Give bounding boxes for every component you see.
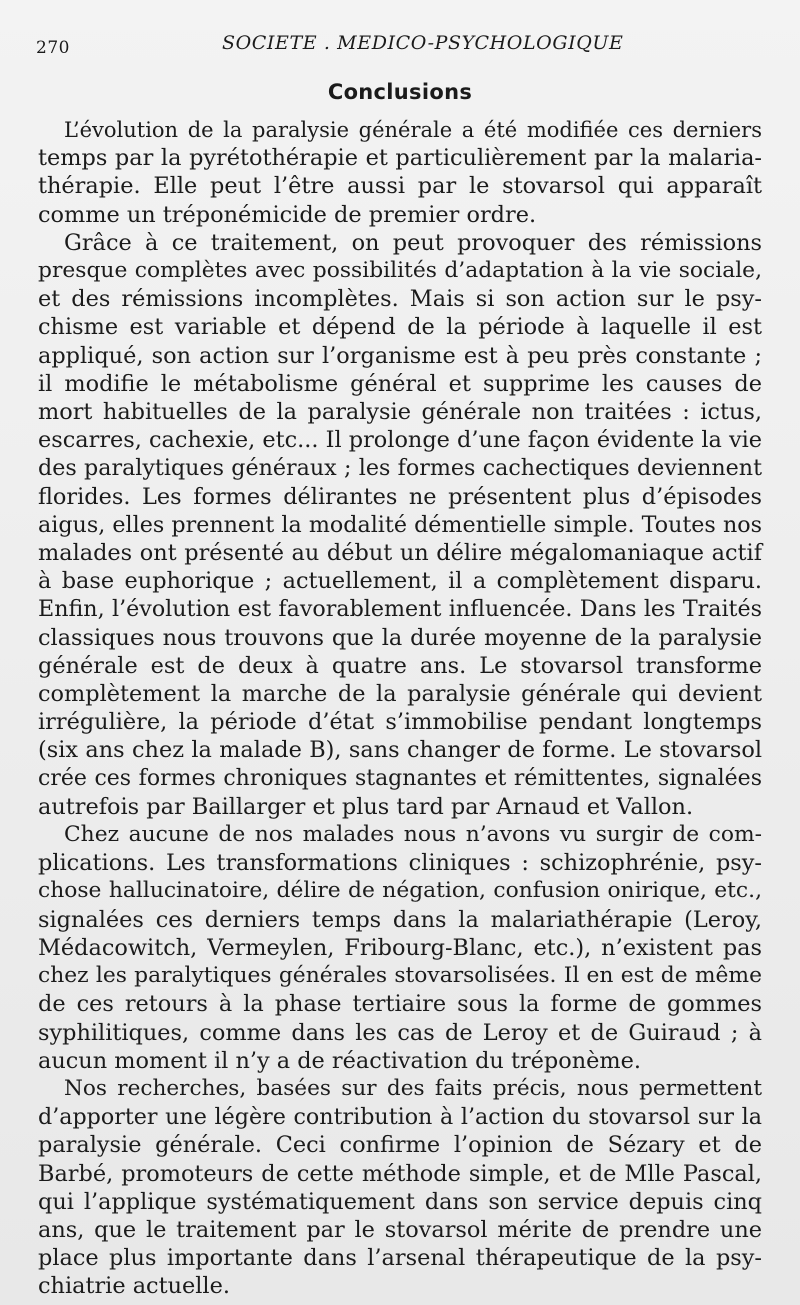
text-line: complètement la marche de la paralysie générale qui devient (38, 681, 762, 708)
text-line: syphilitiques, comme dans les cas de Leroy et de Guiraud ; à (38, 1019, 762, 1046)
text-line: ans, que le traitement par le stovarsol mérite de prendre une (38, 1216, 762, 1243)
text-line: à base euphorique ; actuellement, il a complètement disparu. (38, 568, 762, 595)
text-line: chose hallucinatoire, délire de négation, confusion onirique, etc., (38, 878, 762, 904)
text-line: presque complètes avec possibilités d’adaptation à la vie sociale, (38, 258, 762, 284)
text-line: irrégulière, la période d’état s’immobilise pendant longtemps (38, 709, 762, 736)
text-line: thérapie. Elle peut l’être aussi par le stovarsol qui apparaît (38, 173, 762, 200)
text-line: mort habituelles de la paralysie générale non traitées : ictus, (38, 399, 762, 426)
text-line: et des rémissions incomplètes. Mais si son action sur le psy- (38, 286, 762, 313)
text-line: Médacowitch, Vermeylen, Fribourg-Blanc, etc.), n’existent pas (38, 934, 762, 961)
text-line: temps par la pyrétothérapie et particulièrement par la malaria- (38, 145, 762, 172)
text-line: classiques nous trouvons que la durée moyenne de la paralysie (38, 624, 762, 651)
text-line: escarres, cachexie, etc... Il prolonge d’une façon évidente la vie (38, 427, 763, 454)
text-line: aigus, elles prennent la modalité démentielle simple. Toutes nos (38, 511, 762, 538)
text-line: il modifie le métabolisme général et supprime les causes de (38, 370, 762, 397)
text-line: aucun moment il n’y a de réactivation du tréponème. (38, 1047, 641, 1074)
text-line: plications. Les transformations cliniques : schizophrénie, psy- (38, 850, 762, 877)
text-line: crée ces formes chroniques stagnantes et rémittentes, signalées (38, 765, 762, 791)
body-text (38, 116, 762, 1301)
text-line: malades ont présenté au début un délire mégalomaniaque actif (38, 540, 762, 567)
text-line: (six ans chez la malade B), sans changer de forme. Le stovarsol (38, 737, 762, 764)
text-line: Grâce à ce traitement, on peut provoquer des rémissions (64, 229, 762, 256)
text-line: place plus importante dans l’arsenal thérapeutique de la psy- (38, 1245, 762, 1272)
text-line: Barbé, promoteurs de cette méthode simple, et de Mlle Pascal, (38, 1160, 762, 1187)
paragraph (38, 1075, 762, 1301)
text-line: de ces retours à la phase tertiaire sous la forme de gommes (38, 991, 762, 1018)
paragraph (38, 229, 762, 821)
text-line: signalées ces derniers temps dans la malariathérapie (Leroy, (38, 906, 762, 933)
text-line: des paralytiques généraux ; les formes cachectiques deviennent (38, 455, 762, 482)
page-number: 270 (36, 38, 70, 58)
text-line: L’évolution de la paralysie générale a été modifiée ces derniers (64, 118, 762, 142)
text-line: qui l’applique systématiquement dans son service depuis cinq (38, 1188, 762, 1215)
text-line: Nos recherches, basées sur des faits précis, nous permettent (64, 1075, 762, 1101)
paragraph (38, 821, 762, 1075)
text-line: florides. Les formes délirantes ne présentent plus d’épisodes (38, 483, 762, 510)
text-line: chez les paralytiques générales stovarsolisées. Il en est de même (38, 963, 762, 989)
page-header (36, 32, 764, 58)
text-line: comme un tréponémicide de premier ordre. (38, 201, 537, 228)
text-line: paralysie générale. Ceci confirme l’opinion de Sézary et de (38, 1132, 762, 1159)
text-line: chiatrie actuelle. (38, 1273, 230, 1300)
text-line: autrefois par Baillarger et plus tard par Arnaud et Vallon. (38, 793, 694, 820)
text-line: générale est de deux à quatre ans. Le stovarsol transforme (38, 652, 762, 679)
section-title: Conclusions (327, 80, 473, 104)
text-line: chisme est variable et dépend de la période à laquelle il est (38, 314, 762, 341)
text-line: d’apporter une légère contribution à l’action du stovarsol sur la (38, 1104, 762, 1131)
paragraph (38, 116, 762, 229)
text-line: Chez aucune de nos malades nous n’avons vu surgir de com- (64, 822, 762, 848)
text-line: Enfin, l’évolution est favorablement influencée. Dans les Traités (38, 596, 762, 623)
running-title: SOCIETE . MEDICO-PSYCHOLOGIQUE (222, 32, 624, 54)
text-line: appliqué, son action sur l’organisme est à peu près constante ; (38, 342, 762, 369)
